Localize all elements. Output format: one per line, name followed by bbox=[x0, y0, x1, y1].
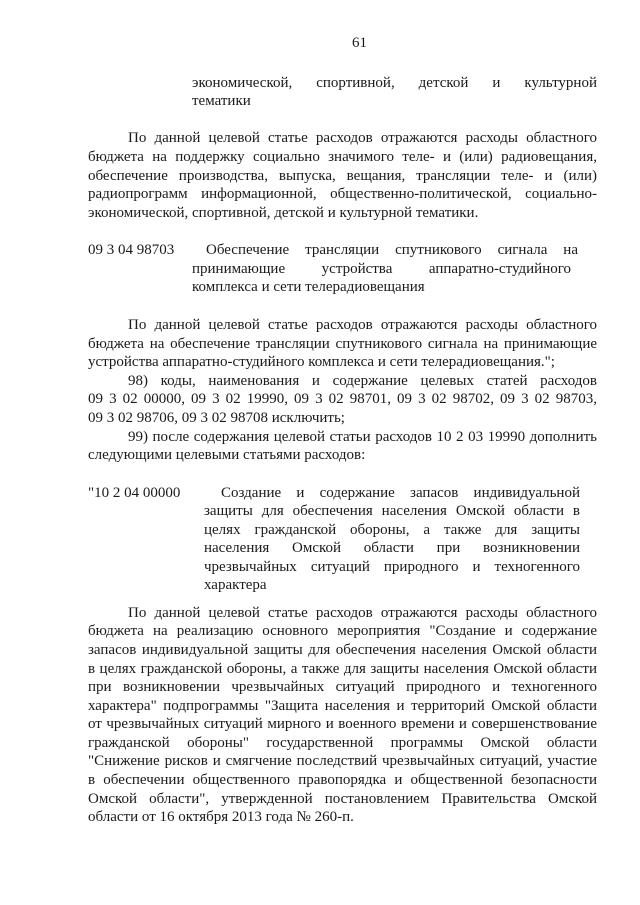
text-line: Омской области", утвержденной постановлением Правительства Омской bbox=[88, 791, 597, 807]
text-line: от чрезвычайных ситуаций мирного и военного времени и совершенствование bbox=[88, 716, 597, 732]
entry-code: "10 2 04 00000 bbox=[88, 485, 181, 501]
text-line: характера" подпрограммы "Защита населения и территорий Омской области bbox=[88, 698, 597, 714]
text-line: По данной целевой статье расходов отражаются расходы областного bbox=[128, 605, 597, 621]
entry-title-line: чрезвычайных ситуаций природного и техногенного bbox=[204, 559, 580, 575]
entry-title-line: комплекса и сети телерадиовещания bbox=[192, 279, 425, 295]
text-line: 99) после содержания целевой статьи расходов 10 2 03 19990 дополнить bbox=[128, 429, 597, 445]
entry-title-line: целях гражданской обороны, а также для защиты bbox=[204, 522, 580, 538]
text-line: устройства аппаратно-студийного комплекса и сети телерадиовещания."; bbox=[88, 354, 555, 370]
entry-title-line: характера bbox=[204, 577, 267, 593]
entry-title-line: населения Омской области при возникновении bbox=[204, 540, 580, 556]
text-line: запасов индивидуальной защиты для обеспечения населения Омской области bbox=[88, 642, 597, 658]
entry-title-line: принимающие устройства аппаратно-студийного bbox=[192, 261, 571, 277]
text-line: бюджета на реализацию основного мероприятия "Создание и содержание bbox=[88, 623, 597, 639]
text-line: 98) коды, наименования и содержание целевых статей расходов bbox=[128, 373, 597, 389]
text-line: бюджета на обеспечение трансляции спутникового сигнала на принимающие bbox=[88, 336, 597, 352]
text-line: 09 3 02 98706, 09 3 02 98708 исключить; bbox=[88, 410, 345, 426]
text-line: обеспечение производства, выпуска, вещания, трансляции теле- и (или) bbox=[88, 168, 597, 184]
text-line: По данной целевой статье расходов отражаются расходы областного bbox=[128, 317, 597, 333]
text-line: гражданской обороны" государственной программы Омской области bbox=[88, 735, 597, 751]
text-line: в целях гражданской обороны, а также для защиты населения Омской области bbox=[88, 661, 597, 677]
page-number: 61 bbox=[352, 35, 367, 51]
text-line: "Снижение рисков и смягчение последствий чрезвычайных ситуаций, участие bbox=[88, 753, 597, 769]
text-line: экономической, спортивной, детской и культурной тематики. bbox=[88, 205, 479, 221]
entry-title-line: Обеспечение трансляции спутникового сигнала на bbox=[206, 242, 578, 258]
text-line: экономической, спортивной, детской и культурной bbox=[192, 75, 597, 91]
entry-title-line: Создание и содержание запасов индивидуальной bbox=[221, 485, 580, 501]
entry-title-line: защиты для обеспечения населения Омской области в bbox=[204, 503, 580, 519]
text-line: области от 16 октября 2013 года № 260-п. bbox=[88, 809, 354, 825]
text-line: По данной целевой статье расходов отражаются расходы областного bbox=[128, 130, 597, 146]
entry-code: 09 3 04 98703 bbox=[88, 242, 175, 258]
text-line: бюджета на поддержку социально значимого теле- и (или) радиовещания, bbox=[88, 149, 597, 165]
text-line: радиопрограмм информационной, общественно-политической, социально- bbox=[88, 186, 597, 202]
text-line: при возникновении чрезвычайных ситуаций природного и техногенного bbox=[88, 679, 597, 695]
text-line: следующими целевыми статьями расходов: bbox=[88, 447, 366, 463]
text-line: в обеспечении общественного правопорядка и общественной безопасности bbox=[88, 772, 597, 788]
text-line: тематики bbox=[192, 93, 251, 109]
text-line: 09 3 02 00000, 09 3 02 19990, 09 3 02 98701, 09 3 02 98702, 09 3 02 98703, bbox=[88, 391, 597, 407]
